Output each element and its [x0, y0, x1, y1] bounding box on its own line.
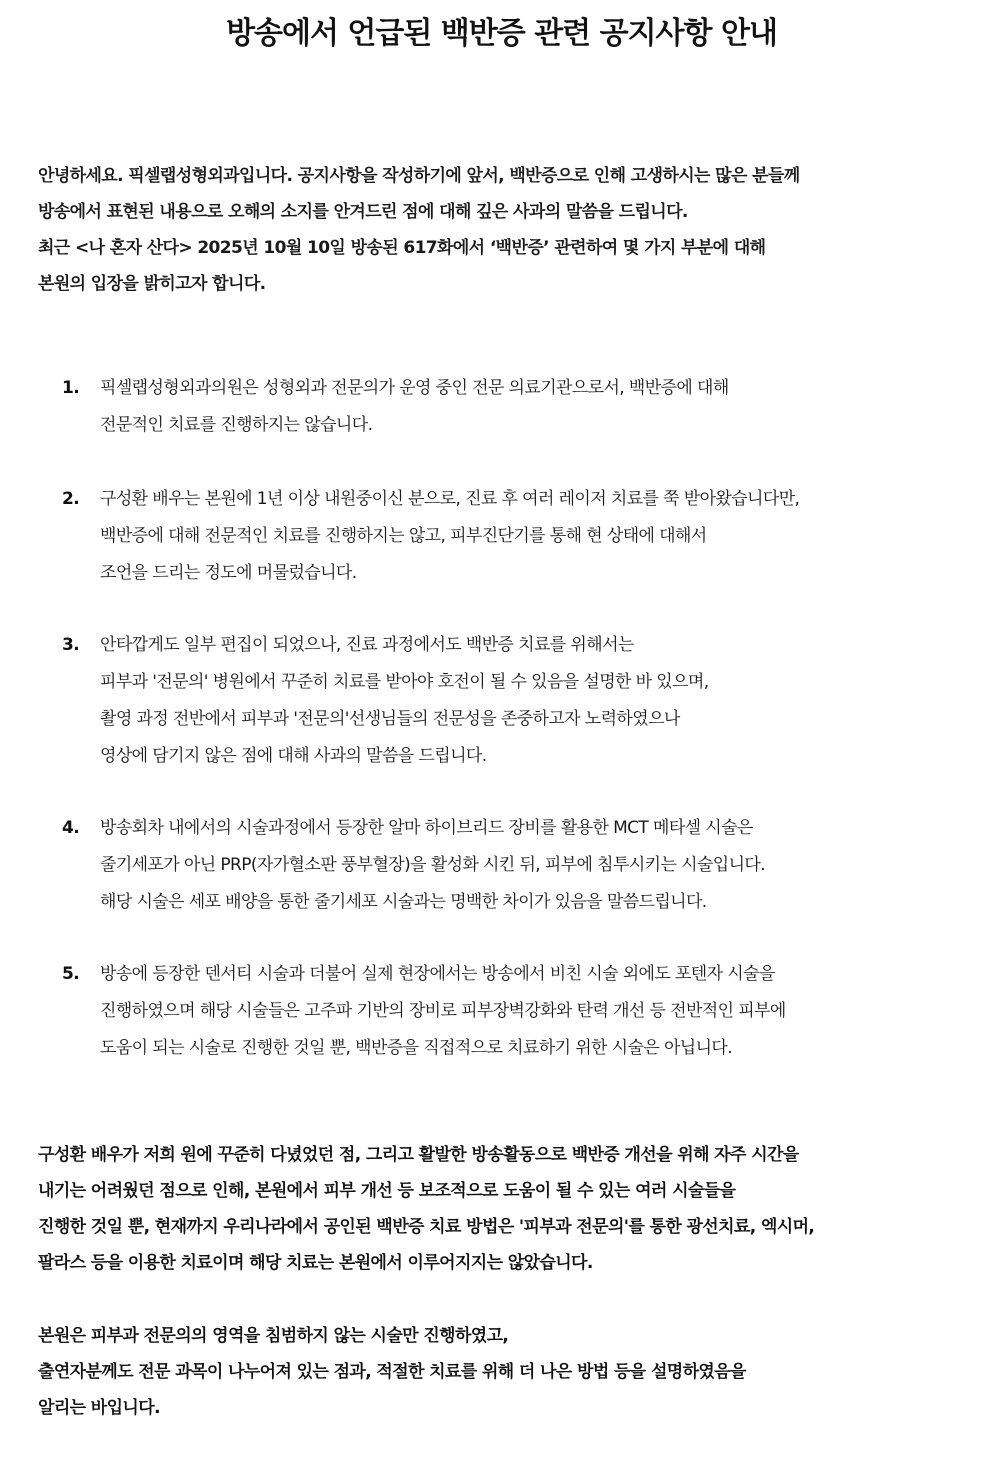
closing-line: 내기는 어려웠던 점으로 인해, 본원에서 피부 개선 등 보조적으로 도움이 될 수 있는 여러 시술들을: [38, 1181, 736, 1201]
item-line: 백반증에 대해 전문적인 치료를 진행하지는 않고, 피부진단기를 통해 현 상태에 대해서: [100, 526, 707, 546]
closing-line: 팔라스 등을 이용한 치료이며 해당 치료는 본원에서 이루어지지는 않았습니다.: [38, 1253, 593, 1273]
closing-line: 진행한 것일 뿐, 현재까지 우리나라에서 공인된 백반증 치료 방법은 '피부과 전문의'를 통한 광선치료, 엑시머,: [38, 1217, 815, 1237]
item-line: 해당 시술은 세포 배양을 통한 줄기세포 시술과는 명백한 차이가 있음을 말씀드립니다.: [100, 892, 707, 912]
item-text: [100, 370, 729, 444]
intro-line: 본원의 입장을 밝히고자 합니다.: [38, 274, 266, 294]
intro-line: 안녕하세요. 픽셀랩성형외과입니다. 공지사항을 작성하기에 앞서, 백반증으로 인해 고생하시는 많은 분들께: [38, 166, 800, 186]
item-text: [100, 810, 765, 921]
item-line: 줄기세포가 아닌 PRP(자가혈소판 풍부혈장)을 활성화 시킨 뒤, 피부에 침투시키는 시술입니다.: [100, 855, 766, 875]
closing-line: 구성환 배우가 저희 원에 꾸준히 다녔었던 점, 그리고 활발한 방송활동으로 백반증 개선을 위해 자주 시간을: [38, 1145, 799, 1165]
item-line: 촬영 과정 전반에서 피부과 '전문의'선생님들의 전문성을 존중하고자 노력하였으나: [100, 709, 680, 729]
item-line: 영상에 담기지 않은 점에 대해 사과의 말씀을 드립니다.: [100, 746, 487, 766]
item-text: [100, 481, 799, 592]
final-line: 본원은 피부과 전문의의 영역을 침범하지 않는 시술만 진행하였고,: [38, 1326, 509, 1346]
item-line: 방송에 등장한 덴서티 시술과 더불어 실제 현장에서는 방송에서 비친 시술 외에도 포텐자 시술을: [100, 964, 775, 984]
item-line: 도움이 되는 시술로 진행한 것일 뿐, 백반증을 직접적으로 치료하기 위한 시술은 아닙니다.: [100, 1038, 733, 1058]
item-number: 4.: [62, 818, 80, 838]
item-number: 5.: [62, 964, 80, 984]
item-text: [100, 956, 786, 1067]
item-number: 2.: [62, 489, 80, 509]
item-line: 전문적인 치료를 진행하지는 않습니다.: [100, 415, 373, 435]
item-text: [100, 627, 709, 775]
item-line: 안타깝게도 일부 편집이 되었으나, 진료 과정에서도 백반증 치료를 위해서는: [100, 635, 634, 655]
final-line: 알리는 바입니다.: [38, 1398, 160, 1418]
item-number: 1.: [62, 378, 80, 398]
intro-line: 방송에서 표현된 내용으로 오해의 소지를 안겨드린 점에 대해 깊은 사과의 말씀을 드립니다.: [38, 202, 688, 222]
page-title: 방송에서 언급된 백반증 관련 공지사항 안내: [226, 16, 777, 51]
intro-line: 최근 <나 혼자 산다> 2025년 10월 10일 방송된 617화에서 ‘백반증’ 관련하여 몇 가지 부분에 대해: [38, 238, 766, 258]
closing-paragraph: [38, 1137, 968, 1281]
item-line: 피부과 '전문의' 병원에서 꾸준히 치료를 받아야 호전이 될 수 있음을 설명한 바 있으며,: [100, 672, 709, 692]
item-line: 구성환 배우는 본원에 1년 이상 내원중이신 분으로, 진료 후 여러 레이저 치료를 쭉 받아왔습니다만,: [100, 489, 800, 509]
item-line: 조언을 드리는 정도에 머물렀습니다.: [100, 563, 357, 583]
final-statement: [38, 1318, 968, 1426]
intro-paragraph: [38, 158, 968, 302]
final-line: 출연자분께도 전문 과목이 나누어져 있는 점과, 적절한 치료를 위해 더 나은 방법 등을 설명하였음을: [38, 1362, 746, 1382]
item-line: 픽셀랩성형외과의원은 성형외과 전문의가 운영 중인 전문 의료기관으로서, 백반증에 대해: [100, 378, 729, 398]
item-line: 진행하였으며 해당 시술들은 고주파 기반의 장비로 피부장벽강화와 탄력 개선 등 전반적인 피부에: [100, 1001, 786, 1021]
item-line: 방송회차 내에서의 시술과정에서 등장한 알마 하이브리드 장비를 활용한 MCT 메타셀 시술은: [100, 818, 753, 838]
item-number: 3.: [62, 635, 80, 655]
